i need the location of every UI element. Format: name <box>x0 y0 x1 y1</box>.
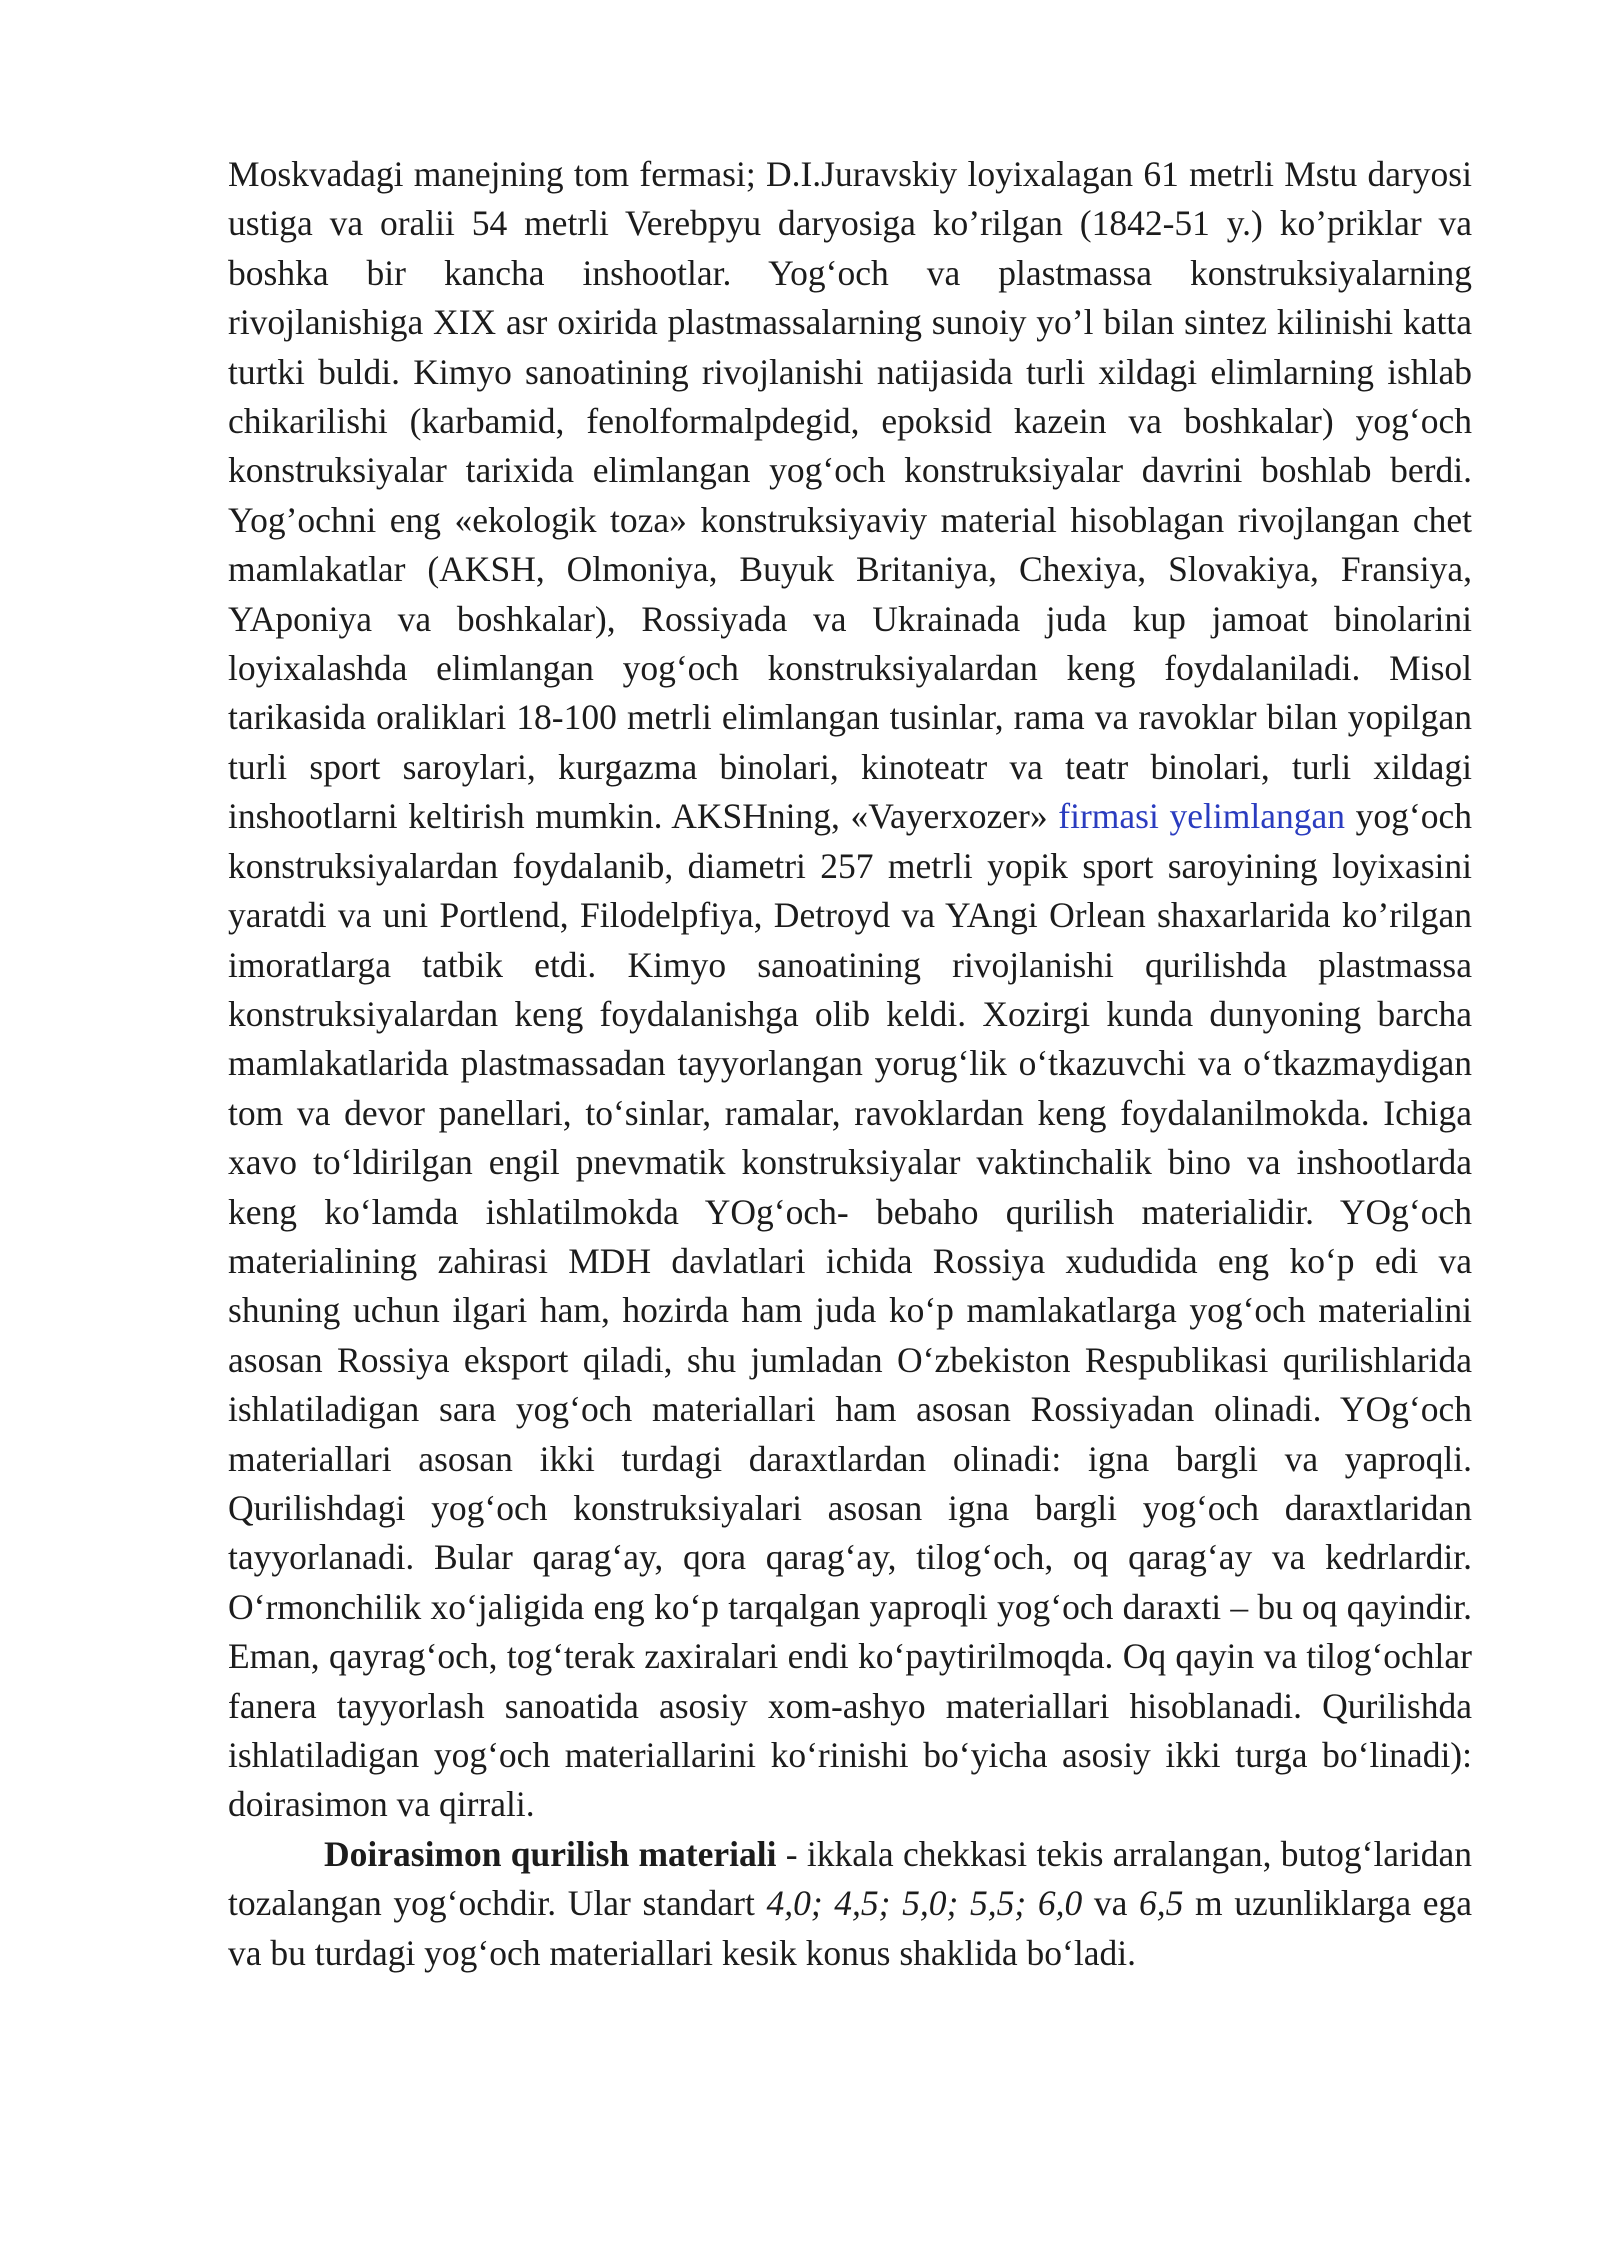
firm-link[interactable]: firmasi yelimlangan <box>1058 796 1345 837</box>
paragraph-round-material <box>228 1830 1472 1978</box>
paragraph-history <box>228 150 1472 1830</box>
standard-lengths: 4,0; 4,5; 5,0; 5,5; 6,0 <box>766 1883 1083 1924</box>
paragraph-round-text-1: - ikkala chekkasi tekis arralangan, butog‘laridan tozalangan yog‘ochdir. Ular standart <box>228 1833 1473 1924</box>
term-round-material: Doirasimon qurilish materiali <box>324 1833 777 1874</box>
document-page <box>228 150 1472 1978</box>
paragraph-round-text-2: m uzunliklarga ega va bu turdagi yog‘och materiallari kesik konus shaklida bo‘ladi. <box>228 1883 1472 1973</box>
last-standard-length: 6,5 <box>1139 1883 1184 1924</box>
paragraph-history-text-2: yog‘och konstruksiyalardan foydalanib, diametri 257 metrli yopik sport saroyining loyixasini yaratdi va uni Portlend, Filodelpfiya, Detroyd va YAngi Orlean shaxarlarida ko’rilgan imoratlarga tatbik etdi. Kimyo sanoatining rivojlanishi qurilishda plastmassa konstruksiyalardan keng foydalanishga olib keldi. Xozirgi kunda dunyoning barcha mamlakatlarida plastmassadan tayyorlangan yorug‘lik o‘tkazuvchi va o‘tkazmaydigan tom va devor panellari, to‘sinlar, ramalar, ravoklardan keng foydalanilmokda. Ichiga xavo to‘ldirilgan engil pnevmatik konstruksiyalar vaktinchalik bino va inshootlarda keng ko‘lamda ishlatilmokda YOg‘och- bebaho qurilish materialidir. YOg‘och materialining zahirasi MDH davlatlari ichida Rossiya xududida eng ko‘p edi va shuning uchun ilgari ham, hozirda ham juda ko‘p mamlakatlarga yog‘och materialini asosan Rossiya eksport qiladi, shu jumladan O‘zbekiston Respublikasi qurilishlarida ishlatiladigan sara yog‘och materiallari ham asosan Rossiyadan olinadi. YOg‘och materiallari asosan ikki turdagi daraxtlardan olinadi: igna bargli va yaproqli. Qurilishdagi yog‘och konstruksiyalari asosan igna bargli yog‘och daraxtlaridan tayyorlanadi. Bular qarag‘ay, qora qarag‘ay, tilog‘och, oq qarag‘ay va kedrlardir. O‘rmonchilik xo‘jaligida eng ko‘p tarqalgan yaproqli yog‘och daraxti – bu oq qayindir. Eman, qayrag‘och, tog‘terak zaxiralari endi ko‘paytirilmoqda. Oq qayin va tilog‘ochlar fanera tayyorlash sanoatida asosiy xom-ashyo materiallari hisoblanadi. Qurilishda ishlatiladigan yog‘och materiallarini ko‘rinishi bo‘yicha asosiy ikki turga bo‘linadi): doirasimon va qirrali. <box>228 796 1472 1825</box>
and-word: va <box>1082 1883 1140 1924</box>
paragraph-history-text-1: Moskvadagi manejning tom fermasi; D.I.Juravskiy loyixalagan 61 metrli Mstu daryosi ustiga va oralii 54 metrli Verebpyu daryosiga ko’rilgan (1842-51 y.) ko’priklar va boshka bir kancha inshootlar. Yog‘och va plastmassa konstruksiyalarning rivojlanishiga XIX asr oxirida plastmassalarning sunoiy yo’l bilan sintez kilinishi katta turtki buldi. Kimyo sanoatining rivojlanishi natijasida turli xildagi elimlarning ishlab chikarilishi (karbamid, fenolformalpdegid, epoksid kazein va boshkalar) yog‘och konstruksiyalar tarixida elimlangan yog‘och konstruksiyalar davrini boshlab berdi. Yog’ochni eng «ekologik toza» konstruksiyaviy material hisoblagan rivojlangan chet mamlakatlar (AKSH, Olmoniya, Buyuk Britaniya, Chexiya, Slovakiya, Fransiya, YAponiya va boshkalar), Rossiyada va Ukrainada juda kup jamoat binolarini loyixalashda elimlangan yog‘och konstruksiyalardan keng foydalaniladi. Misol tarikasida oraliklari 18-100 metrli elimlangan tusinlar, rama va ravoklar bilan yopilgan turli sport saroylari, kurgazma binolari, kinoteatr va teatr binolari, turli xildagi inshootlarni keltirish mumkin. AKSHning, «Vayerxozer» <box>228 154 1472 837</box>
